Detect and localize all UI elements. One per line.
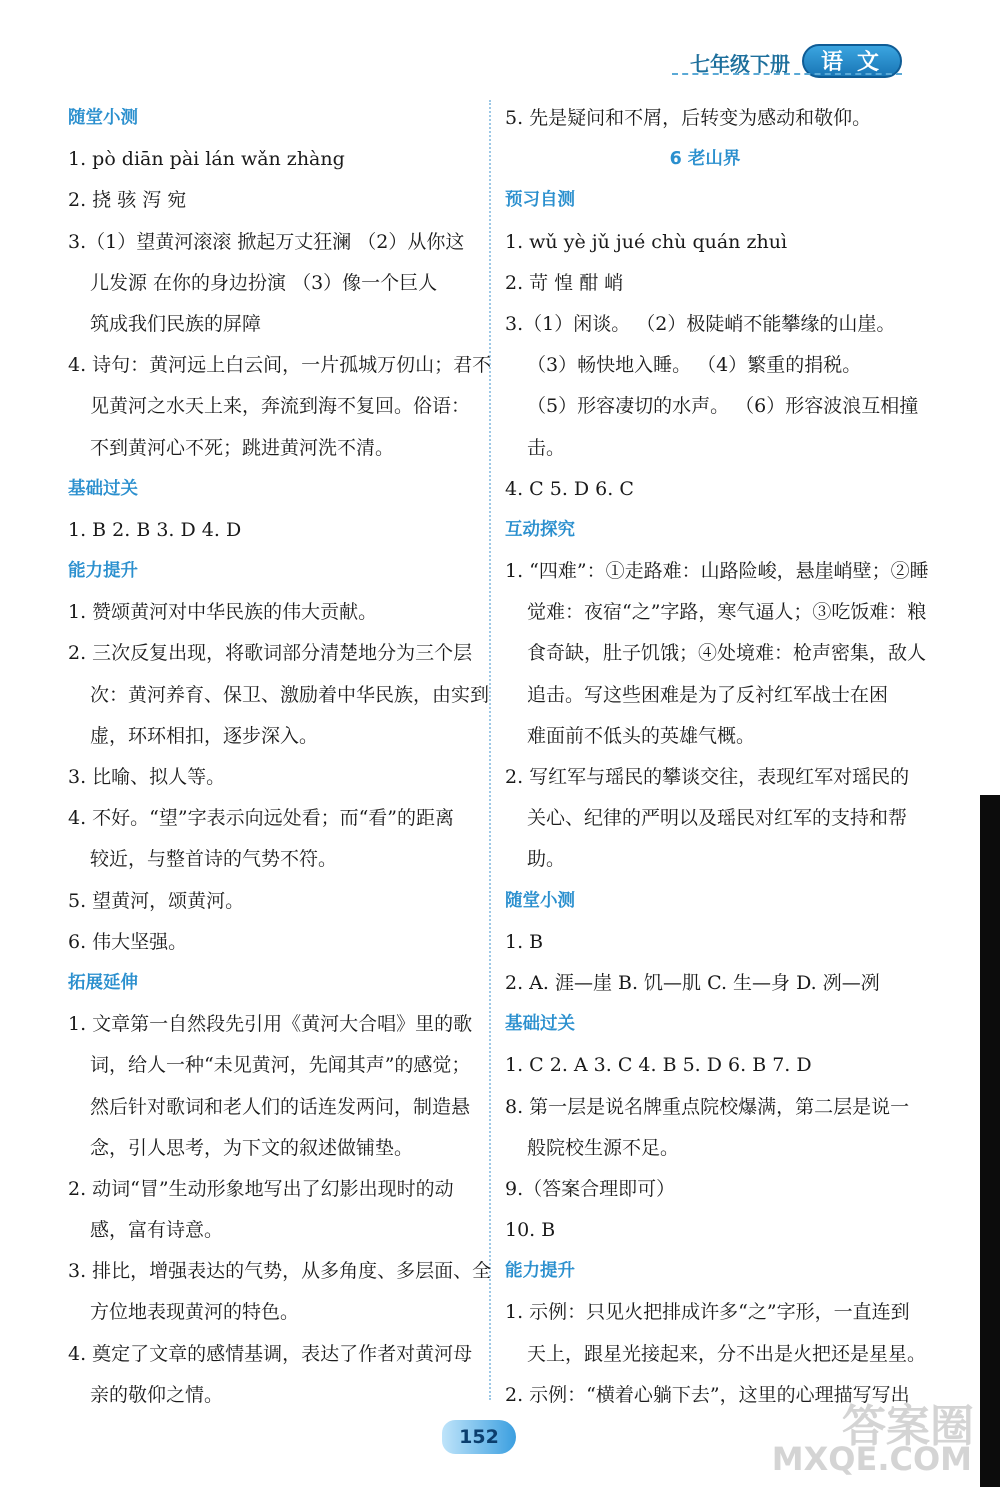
answer-line: 1. B	[505, 930, 544, 953]
answer-continuation: 食奇缺，肚子饥饿；④处境难：枪声密集，敌人	[527, 642, 927, 665]
answer-line: 4. C 5. D 6. C	[505, 477, 634, 500]
answer-continuation: 难面前不低头的英雄气概。	[527, 724, 756, 747]
answer-line: 1. 文章第一自然段先引用《黄河大合唱》里的歌	[68, 1013, 473, 1036]
answer-line: 1. pò diān pài lán wǎn zhàng	[68, 148, 345, 171]
answer-continuation: 虚，环环相扣，逐步深入。	[90, 724, 319, 747]
answer-line: 1. B 2. B 3. D 4. D	[68, 518, 242, 541]
section-heading: 基础过关	[505, 1014, 575, 1035]
answer-continuation: （5）形容凄切的水声。 （6）形容波浪互相撞	[527, 395, 919, 418]
answer-continuation: 较近，与整首诗的气势不符。	[90, 848, 338, 871]
answer-continuation: 觉难：夜宿“之”字路，寒气逼人；③吃饭难：粮	[527, 601, 927, 624]
answer-line: 3. 排比，增强表达的气势，从多角度、多层面、全	[68, 1260, 492, 1283]
answer-line: 4. 不好。“望”字表示向远处看；而“看”的距离	[68, 807, 455, 830]
answer-line: 8. 第一层是说名牌重点院校爆满，第二层是说一	[505, 1095, 910, 1118]
section-heading: 能力提升	[68, 561, 138, 582]
answer-continuation: 见黄河之水天上来，奔流到海不复回。俗语：	[90, 395, 471, 418]
answer-continuation: 般院校生源不足。	[527, 1136, 680, 1159]
answer-continuation: 助。	[527, 848, 566, 871]
section-heading: 拓展延伸	[68, 972, 138, 993]
section-heading: 互动探究	[505, 519, 575, 540]
answer-line: 2. 苛 惶 酣 峭	[505, 271, 624, 294]
answer-continuation: 筑成我们民族的屏障	[90, 312, 262, 335]
watermark-url: MXQE.COM	[771, 1440, 972, 1478]
right-column	[505, 98, 929, 1416]
answer-continuation: 击。	[527, 436, 566, 459]
answer-line: 1. 示例：只见火把排成许多“之”字形，一直连到	[505, 1301, 910, 1324]
answer-line: 2. 写红军与瑶民的攀谈交往，表现红军对瑶民的	[505, 766, 910, 788]
answer-line: 3.（1）闲谈。 （2）极陡峭不能攀缘的山崖。	[505, 312, 896, 335]
section-heading: 预习自测	[505, 190, 575, 211]
answer-continuation: 天上，跟星光接起来，分不出是火把还是星星。	[527, 1342, 927, 1365]
answer-line: 5. 先是疑问和不屑，后转变为感动和敬仰。	[505, 107, 872, 129]
answer-continuation: 追击。写这些困难是为了反衬红军战士在困	[527, 683, 889, 706]
page-number: 152	[442, 1420, 516, 1454]
answer-continuation: 方位地表现黄河的特色。	[90, 1301, 300, 1324]
answer-continuation: 然后针对歌词和老人们的话连发两问，制造悬	[90, 1095, 471, 1118]
header-divider	[672, 73, 902, 78]
answer-line: 2. 三次反复出现，将歌词部分清楚地分为三个层	[68, 642, 473, 665]
answer-continuation: 关心、纪律的严明以及瑶民对红军的支持和帮	[527, 807, 908, 830]
answer-line: 4. 奠定了文章的感情基调，表达了作者对黄河母	[68, 1342, 473, 1365]
answer-line: 9.（答案合理即可）	[505, 1177, 676, 1200]
answer-continuation: 不到黄河心不死；跳进黄河洗不清。	[90, 436, 395, 459]
answer-line: 6. 伟大坚强。	[68, 930, 188, 953]
answer-continuation: 次：黄河养育、保卫、激励着中华民族，由实到	[90, 683, 490, 706]
scan-edge-strip	[980, 795, 1000, 1487]
answer-continuation: 亲的敬仰之情。	[90, 1383, 224, 1406]
section-heading: 随堂小测	[505, 890, 575, 911]
answer-line: 1. C 2. A 3. C 4. B 5. D 6. B 7. D	[505, 1054, 812, 1077]
answer-line: 1. wǔ yè jǔ jué chù quán zhuì	[505, 230, 788, 253]
answer-line: 3. 比喻、拟人等。	[68, 766, 226, 788]
section-heading: 基础过关	[68, 478, 138, 499]
section-heading: 随堂小测	[68, 108, 138, 128]
answer-continuation: 词，给人一种“未见黄河，先闻其声”的感觉；	[90, 1054, 471, 1077]
subject-badge: 语文	[802, 44, 902, 78]
left-column	[68, 98, 492, 1416]
answer-line: 2. 动词“冒”生动形象地写出了幻影出现时的动	[68, 1177, 454, 1200]
section-heading: 能力提升	[505, 1261, 575, 1282]
answer-line: 1. 赞颂黄河对中华民族的伟大贡献。	[68, 601, 378, 624]
answer-line: 3.（1）望黄河滚滚 掀起万丈狂澜 （2）从你这	[68, 230, 465, 253]
answer-continuation: 儿发源 在你的身边扮演 （3）像一个巨人	[90, 271, 438, 294]
answer-line: 1. “四难”：①走路难：山路险峻，悬崖峭壁；②睡	[505, 560, 929, 583]
answer-line: 2. 挠 骇 泻 宛	[68, 189, 187, 212]
answer-continuation: 感，富有诗意。	[90, 1219, 224, 1242]
watermark-logo: 答案圈	[842, 1401, 974, 1452]
answer-continuation: 念，引人思考，为下文的叙述做铺垫。	[90, 1136, 414, 1159]
answer-line: 5. 望黄河，颂黄河。	[68, 889, 245, 912]
lesson-title: 6 老山界	[669, 149, 741, 170]
answer-line: 2. 示例：“横着心躺下去”，这里的心理描写写出	[505, 1383, 910, 1406]
grade-label: 七年级下册	[690, 52, 790, 76]
answer-continuation: （3）畅快地入睡。 （4）繁重的捐税。	[527, 354, 862, 377]
answer-line: 4. 诗句：黄河远上白云间，一片孤城万仞山；君不	[68, 354, 492, 377]
answer-line: 10. B	[505, 1219, 556, 1242]
column-divider	[489, 100, 491, 1400]
answer-line: 2. A. 涯—崖 B. 饥—肌 C. 生—身 D. 冽—冽	[505, 971, 880, 994]
